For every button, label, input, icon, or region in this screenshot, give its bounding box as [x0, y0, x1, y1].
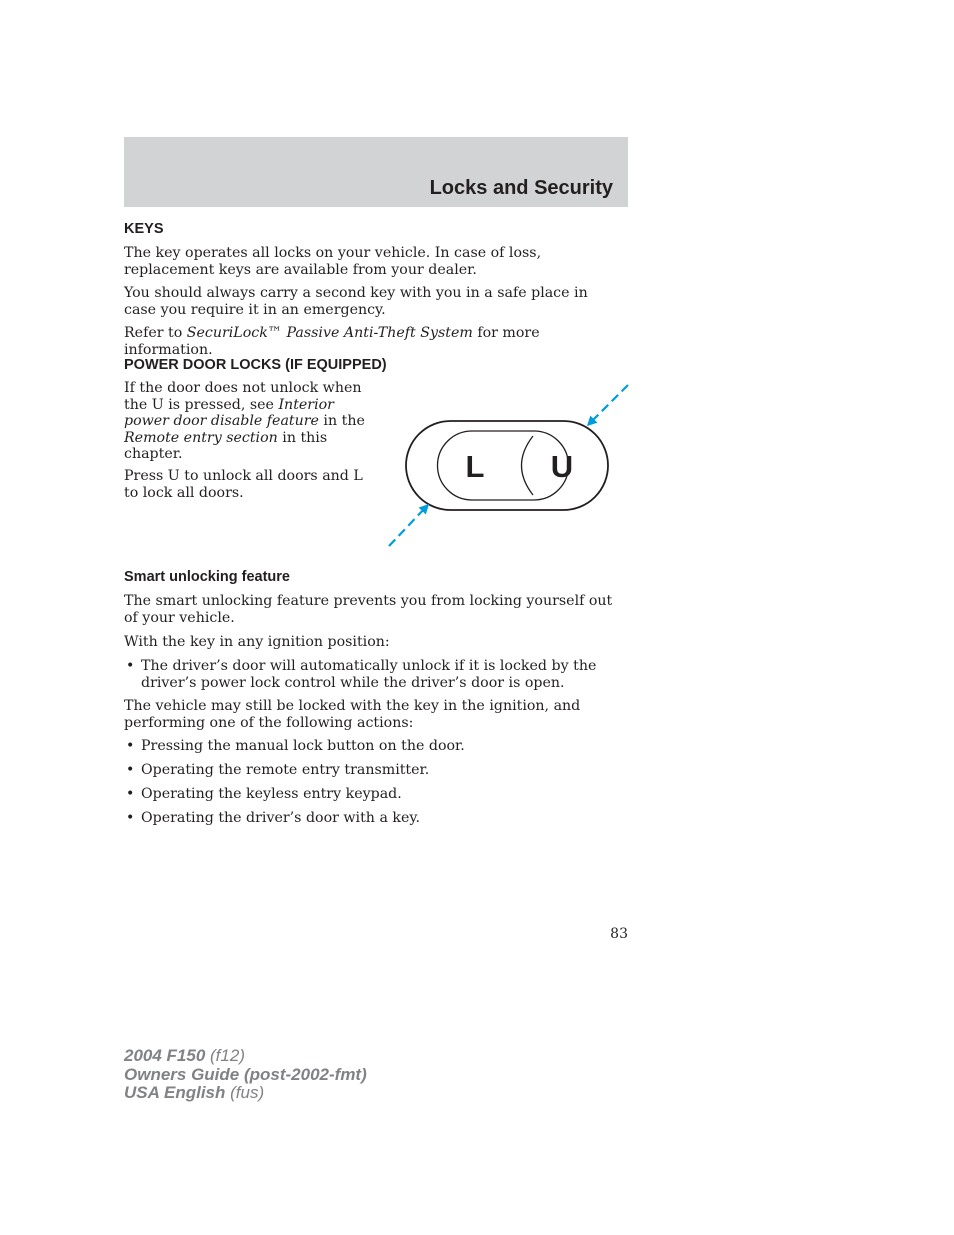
- list-item: • Operating the keyless entry keypad.: [126, 786, 402, 802]
- section-header-band: [124, 137, 628, 207]
- footer-line-language: USA English (fus): [124, 1083, 265, 1102]
- list-item: • The driver’s door will automatically unlock if it is locked by the driver’s power lock control while the driver’s door is open.: [126, 658, 597, 691]
- switch-outer-bezel: [406, 421, 608, 510]
- list-item: • Operating the driver’s door with a key.: [126, 810, 421, 826]
- lock-button-label: L: [465, 449, 485, 484]
- bullet-glyph: •: [126, 738, 135, 754]
- door-lock-switch-figure: [386, 382, 630, 548]
- keys-paragraph-3: Refer to SecuriLock™ Passive Anti-Theft System for more information.: [124, 325, 540, 358]
- power-door-locks-heading: POWER DOOR LOCKS (IF EQUIPPED): [124, 357, 387, 373]
- keys-heading: KEYS: [124, 221, 164, 237]
- smart-unlock-paragraph-3: The vehicle may still be locked with the key in the ignition, and performing one of the following actions:: [124, 698, 581, 731]
- footer-line-guide: Owners Guide (post-2002-fmt): [124, 1064, 367, 1084]
- keys-paragraph-1: The key operates all locks on your vehicle. In case of loss, replacement keys are available from your dealer.: [124, 245, 542, 278]
- smart-unlocking-heading: Smart unlocking feature: [124, 569, 290, 585]
- keys-paragraph-2: You should always carry a second key with you in a safe place in case you require it in an emergency.: [124, 285, 588, 318]
- lock-indicator-arrow: [389, 506, 427, 546]
- bullet-glyph: •: [126, 658, 135, 674]
- remote-entry-reference: Remote entry section: [124, 429, 278, 446]
- bullet-glyph: •: [126, 810, 135, 826]
- list-item: • Operating the remote entry transmitter.: [126, 762, 430, 778]
- smart-unlock-paragraph-1: The smart unlocking feature prevents you from locking yourself out of your vehicle.: [124, 593, 613, 626]
- footer-line-model: 2004 F150 (f12): [124, 1046, 245, 1065]
- bullet-glyph: •: [126, 786, 135, 802]
- securilock-reference: SecuriLock™ Passive Anti-Theft System: [186, 325, 473, 341]
- unlock-indicator-arrow: [589, 385, 628, 424]
- unlock-button-label: U: [550, 449, 574, 484]
- smart-unlock-paragraph-2: With the key in any ignition position:: [124, 634, 390, 650]
- lock-switch-illustration: [386, 382, 630, 548]
- section-title: Locks and Security: [429, 177, 613, 199]
- power-locks-paragraph-1: If the door does not unlock when the U is pressed, see Interior power door disable feature in the Remote entry section in this chapter.: [124, 380, 365, 462]
- interior-disable-reference: Interior power door disable feature: [124, 396, 334, 429]
- document-footer: [124, 1047, 367, 1103]
- bullet-glyph: •: [126, 762, 135, 778]
- page-number: 83: [610, 926, 628, 942]
- power-locks-paragraph-2: Press U to unlock all doors and L to lock all doors.: [124, 468, 363, 501]
- list-item: • Pressing the manual lock button on the door.: [126, 738, 465, 754]
